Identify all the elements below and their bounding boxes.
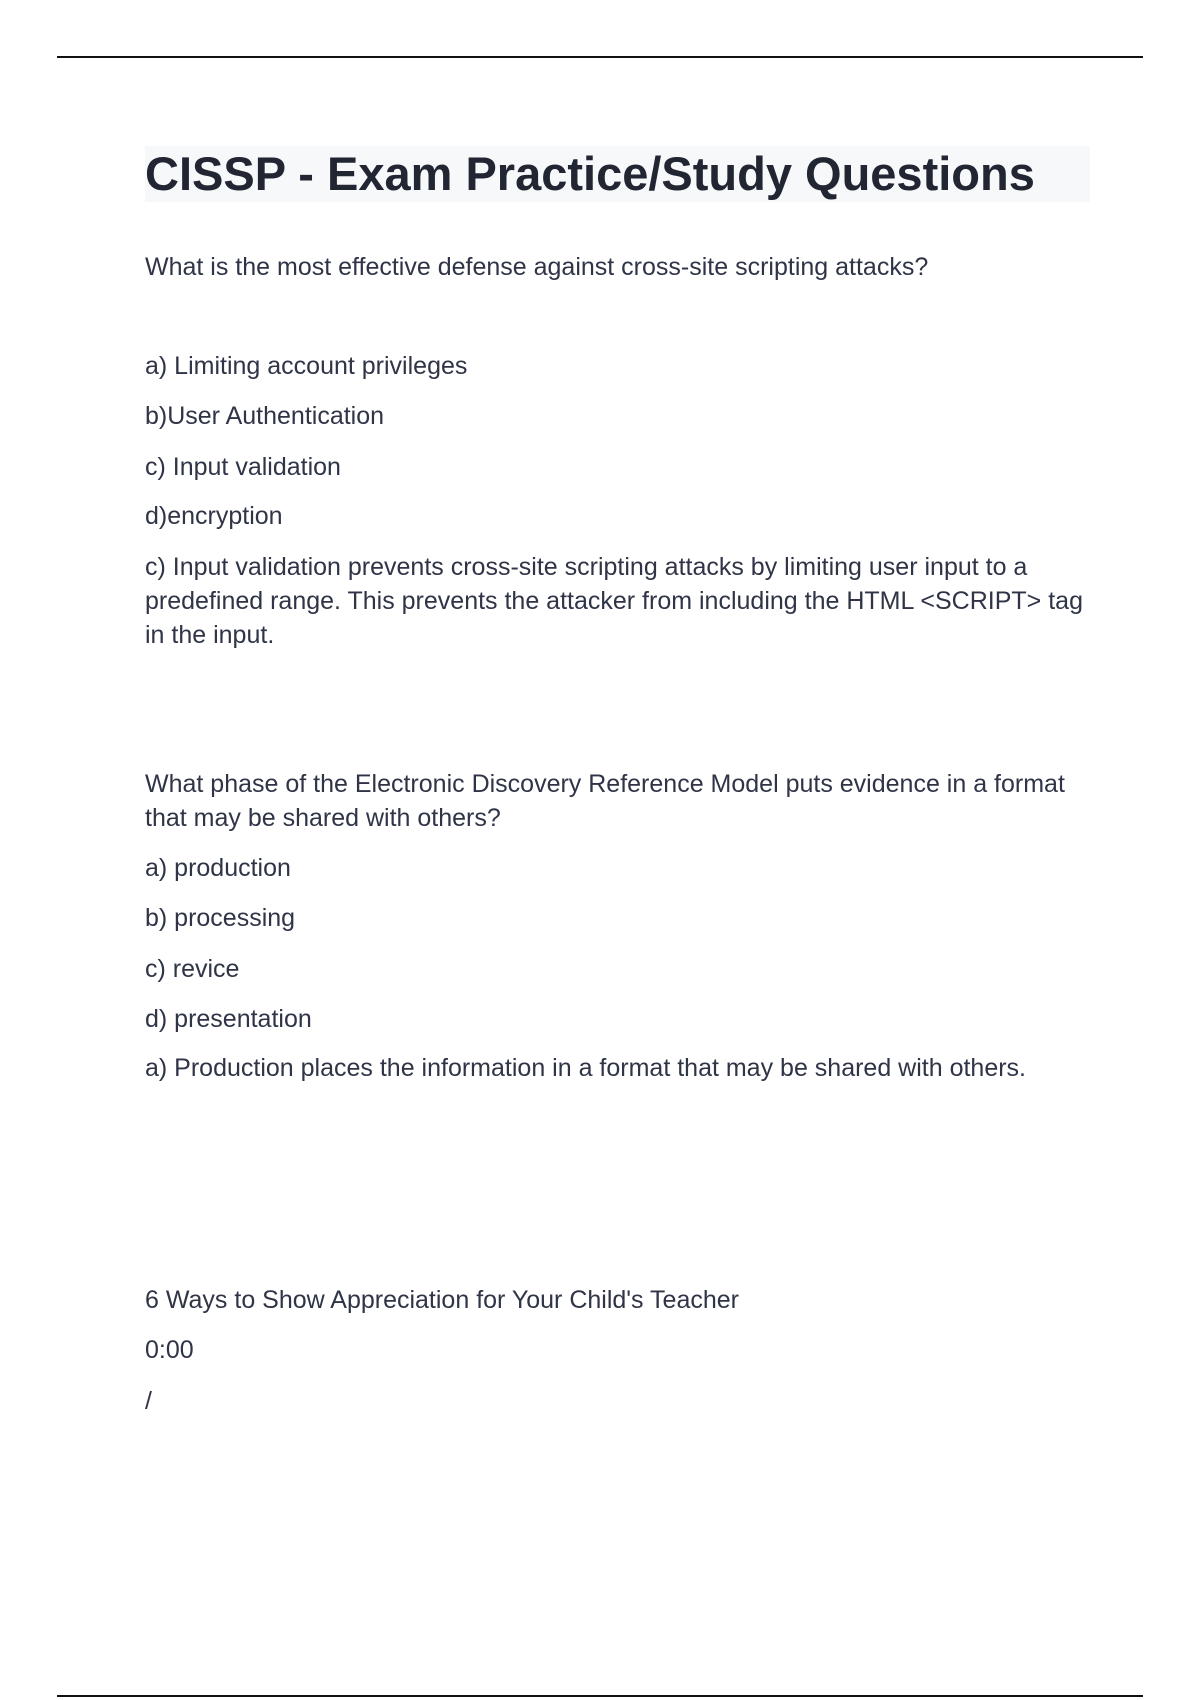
- answer-explanation: c) Input validation prevents cross-site scripting attacks by limiting user input to a predefined range. This prevents the attacker from including the HTML <SCRIPT> tag in the input.: [145, 553, 1083, 649]
- option-d: d) presentation: [145, 1005, 312, 1033]
- video-title[interactable]: 6 Ways to Show Appreciation for Your Child's Teacher: [145, 1286, 739, 1314]
- option-d: d)encryption: [145, 502, 283, 530]
- answer-explanation: a) Production places the information in a format that may be shared with others.: [145, 1054, 1027, 1082]
- option-c: c) Input validation: [145, 453, 341, 481]
- video-time-separator: /: [145, 1387, 152, 1415]
- question-text: What phase of the Electronic Discovery Reference Model puts evidence in a format that may be shared with others?: [145, 770, 1065, 832]
- document-page: [145, 0, 1090, 1700]
- bottom-rule: [57, 1695, 1143, 1697]
- option-a: a) production: [145, 854, 291, 882]
- option-b: b) processing: [145, 904, 296, 932]
- option-b: b)User Authentication: [145, 402, 385, 430]
- question-text: What is the most effective defense against cross-site scripting attacks?: [145, 253, 929, 281]
- video-current-time: 0:00: [145, 1336, 194, 1364]
- page-title: CISSP - Exam Practice/Study Questions: [145, 146, 1090, 202]
- option-a: a) Limiting account privileges: [145, 352, 468, 380]
- option-c: c) revice: [145, 955, 240, 983]
